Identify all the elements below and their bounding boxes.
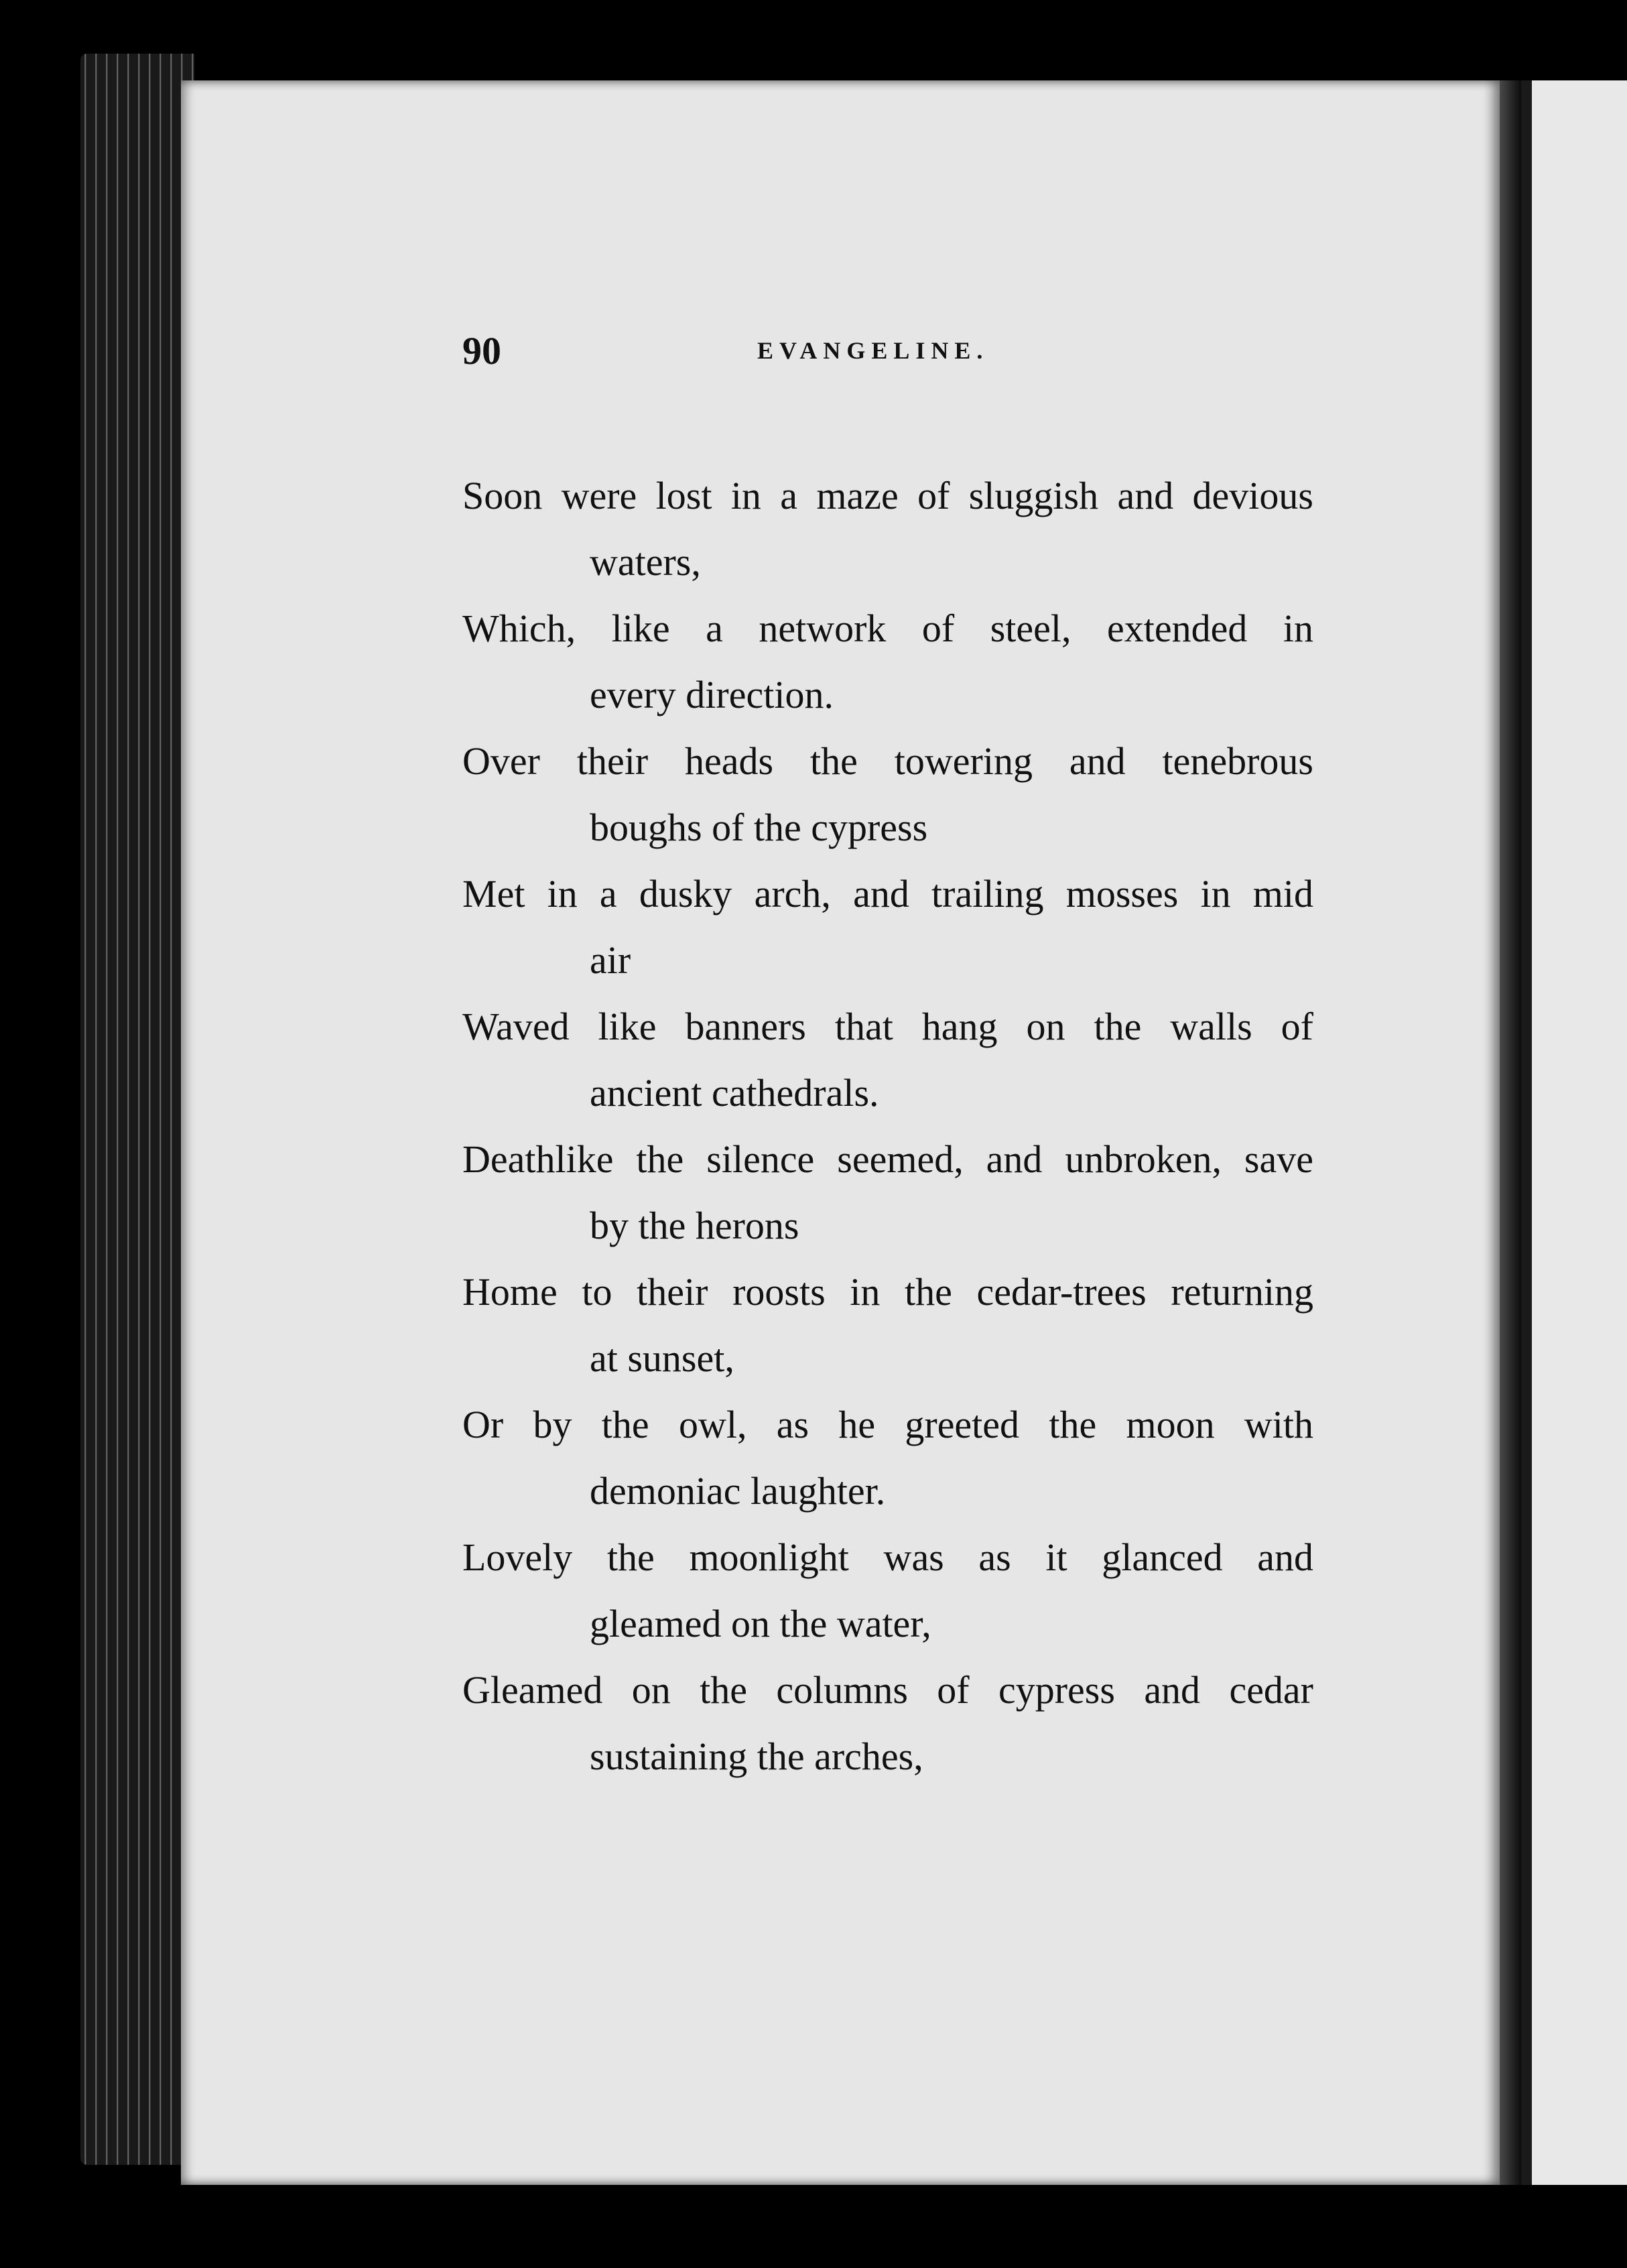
verse-line: Soon were lost in a maze of sluggish and devious bbox=[462, 474, 1313, 517]
verse-line-continuation: ancient cathedrals. bbox=[590, 1071, 879, 1115]
verse-line: Deathlike the silence seemed, and unbroken, save bbox=[462, 1137, 1313, 1181]
verse-line-continuation: demoniac laughter. bbox=[590, 1469, 886, 1513]
verse-line-continuation: by the herons bbox=[590, 1204, 799, 1247]
verse-line-continuation: gleamed on the water, bbox=[590, 1602, 931, 1645]
verse-line: Met in a dusky arch, and trailing mosses in mid bbox=[462, 872, 1313, 916]
verse-line: Or by the owl, as he greeted the moon with bbox=[462, 1403, 1313, 1446]
verse-line-continuation: sustaining the arches, bbox=[590, 1735, 923, 1778]
verse-line-continuation: at sunset, bbox=[590, 1336, 734, 1380]
running-head bbox=[462, 328, 1012, 375]
verse-line-continuation: waters, bbox=[590, 540, 701, 584]
running-title: EVANGELINE. bbox=[757, 337, 989, 364]
verse-block bbox=[462, 462, 1313, 1789]
page-number: 90 bbox=[462, 329, 501, 373]
verse-line-continuation: air bbox=[590, 938, 631, 982]
verse-line-continuation: every direction. bbox=[590, 673, 834, 716]
facing-page-edge bbox=[1521, 80, 1627, 2185]
verse-line: Home to their roosts in the cedar-trees returning bbox=[462, 1270, 1313, 1314]
verse-line: Gleamed on the columns of cypress and cedar bbox=[462, 1668, 1313, 1712]
page-edges bbox=[80, 54, 194, 2165]
verse-line: Lovely the moonlight was as it glanced and bbox=[462, 1535, 1313, 1579]
verse-line: Which, like a network of steel, extended in bbox=[462, 607, 1313, 650]
verse-line: Waved like banners that hang on the walls of bbox=[462, 1005, 1313, 1048]
gutter-shadow bbox=[1500, 80, 1521, 2185]
verse-line: Over their heads the towering and tenebrous bbox=[462, 739, 1313, 783]
verse-line-continuation: boughs of the cypress bbox=[590, 806, 928, 849]
